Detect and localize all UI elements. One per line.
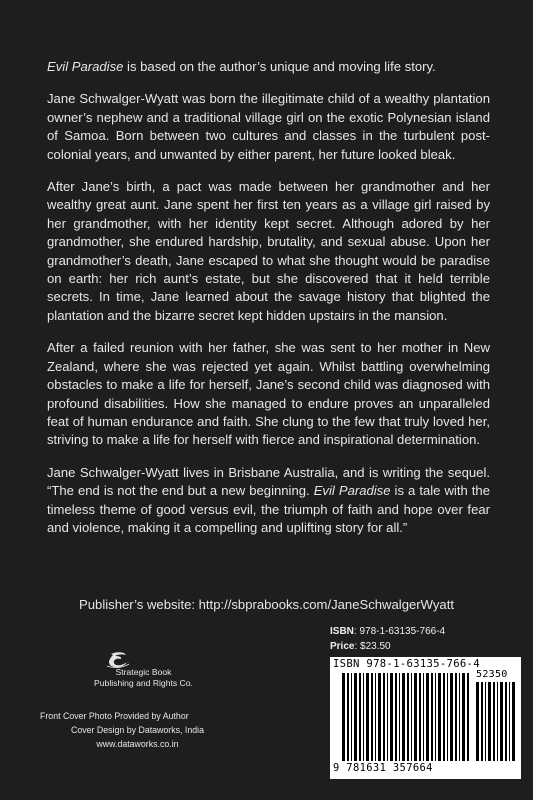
- blurb-paragraph-1: [47, 58, 490, 76]
- isbn-price-block: [330, 624, 445, 654]
- book-title-italic: Evil Paradise: [47, 59, 124, 74]
- publisher-website: Publisher’s website: http://sbprabooks.com/JaneSchwalgerWyatt: [79, 597, 454, 612]
- blurb-paragraph-5: [47, 464, 490, 538]
- isbn-line: [330, 624, 445, 639]
- barcode-addon-number: 52350: [476, 669, 508, 680]
- credit-design: Cover Design by Dataworks, India: [71, 725, 204, 735]
- publisher-line-1: Strategic Book: [115, 667, 172, 677]
- credit-website: www.dataworks.co.in: [96, 739, 179, 749]
- price-line: [330, 639, 445, 654]
- barcode-isbn-text: ISBN 978-1-63135-766-4: [333, 658, 480, 670]
- barcode: [330, 657, 521, 779]
- publisher-name: [46, 667, 241, 689]
- blurb-paragraph-2: Jane Schwalger-Wyatt was born the illegitimate child of a wealthy plantation owner’s nephew and a traditional village girl on the exotic Polynesian island of Samoa. Born between two cultures and classes in the turbulent post-colonial years, and unwanted by either parent, her future looked bleak.: [47, 91, 490, 162]
- barcode-bars: [330, 657, 521, 779]
- price-value: : $23.50: [354, 641, 391, 652]
- publisher-line-2: Publishing and Rights Co.: [94, 678, 193, 688]
- barcode-ean-number: 9 781631 357664: [333, 762, 433, 774]
- cover-credits: [40, 709, 235, 751]
- isbn-value: : 978-1-63135-766-4: [353, 626, 446, 637]
- price-label: Price: [330, 641, 355, 652]
- blurb-paragraph-3: After Jane’s birth, a pact was made between her grandmother and her wealthy great aunt. Jane spent her first ten years as a village girl raised by her grandmother, with her identity kept secret. Although adored by her grandmother, she endured hardship, brutality, and sexual abuse. Upon her grandmother’s death, Jane escaped to what she thought would be paradise on earth: her rich aunt’s estate, but she discovered that it held terrible secrets. In time, Jane learned about the savage history that blighted the plantation and the bizarre secret kept hidden upstairs in the mansion.: [47, 179, 490, 323]
- credit-photo: Front Cover Photo Provided by Author: [40, 711, 189, 721]
- blurb-text: [47, 58, 490, 551]
- blurb-paragraph-1-text: is based on the author’s unique and moving life story.: [123, 59, 436, 74]
- book-title-italic-2: Evil Paradise: [313, 483, 391, 499]
- blurb-paragraph-5-end: is a tale with the timeless theme of good versus evil, the triumph of faith and hope over fear and violence, making it a compelling and uplifting story for all.”: [47, 483, 490, 535]
- blurb-paragraph-5-start: Jane Schwalger-Wyatt lives in Brisbane Australia, and is writing the sequel. “The end is not the end but a new beginning.: [47, 464, 490, 499]
- blurb-paragraph-4: After a failed reunion with her father, she was sent to her mother in New Zealand, where she was rejected yet again. Whilst battling overwhelming obstacles to make a life for herself, Jane’s second child was diagnosed with profound disabilities. How she managed to endure proves an unparalleled feat of human endurance and faith. She clung to the few that truly loved her, striving to make a life for herself with fierce and inspirational determination.: [47, 340, 490, 448]
- isbn-label: ISBN: [330, 626, 354, 637]
